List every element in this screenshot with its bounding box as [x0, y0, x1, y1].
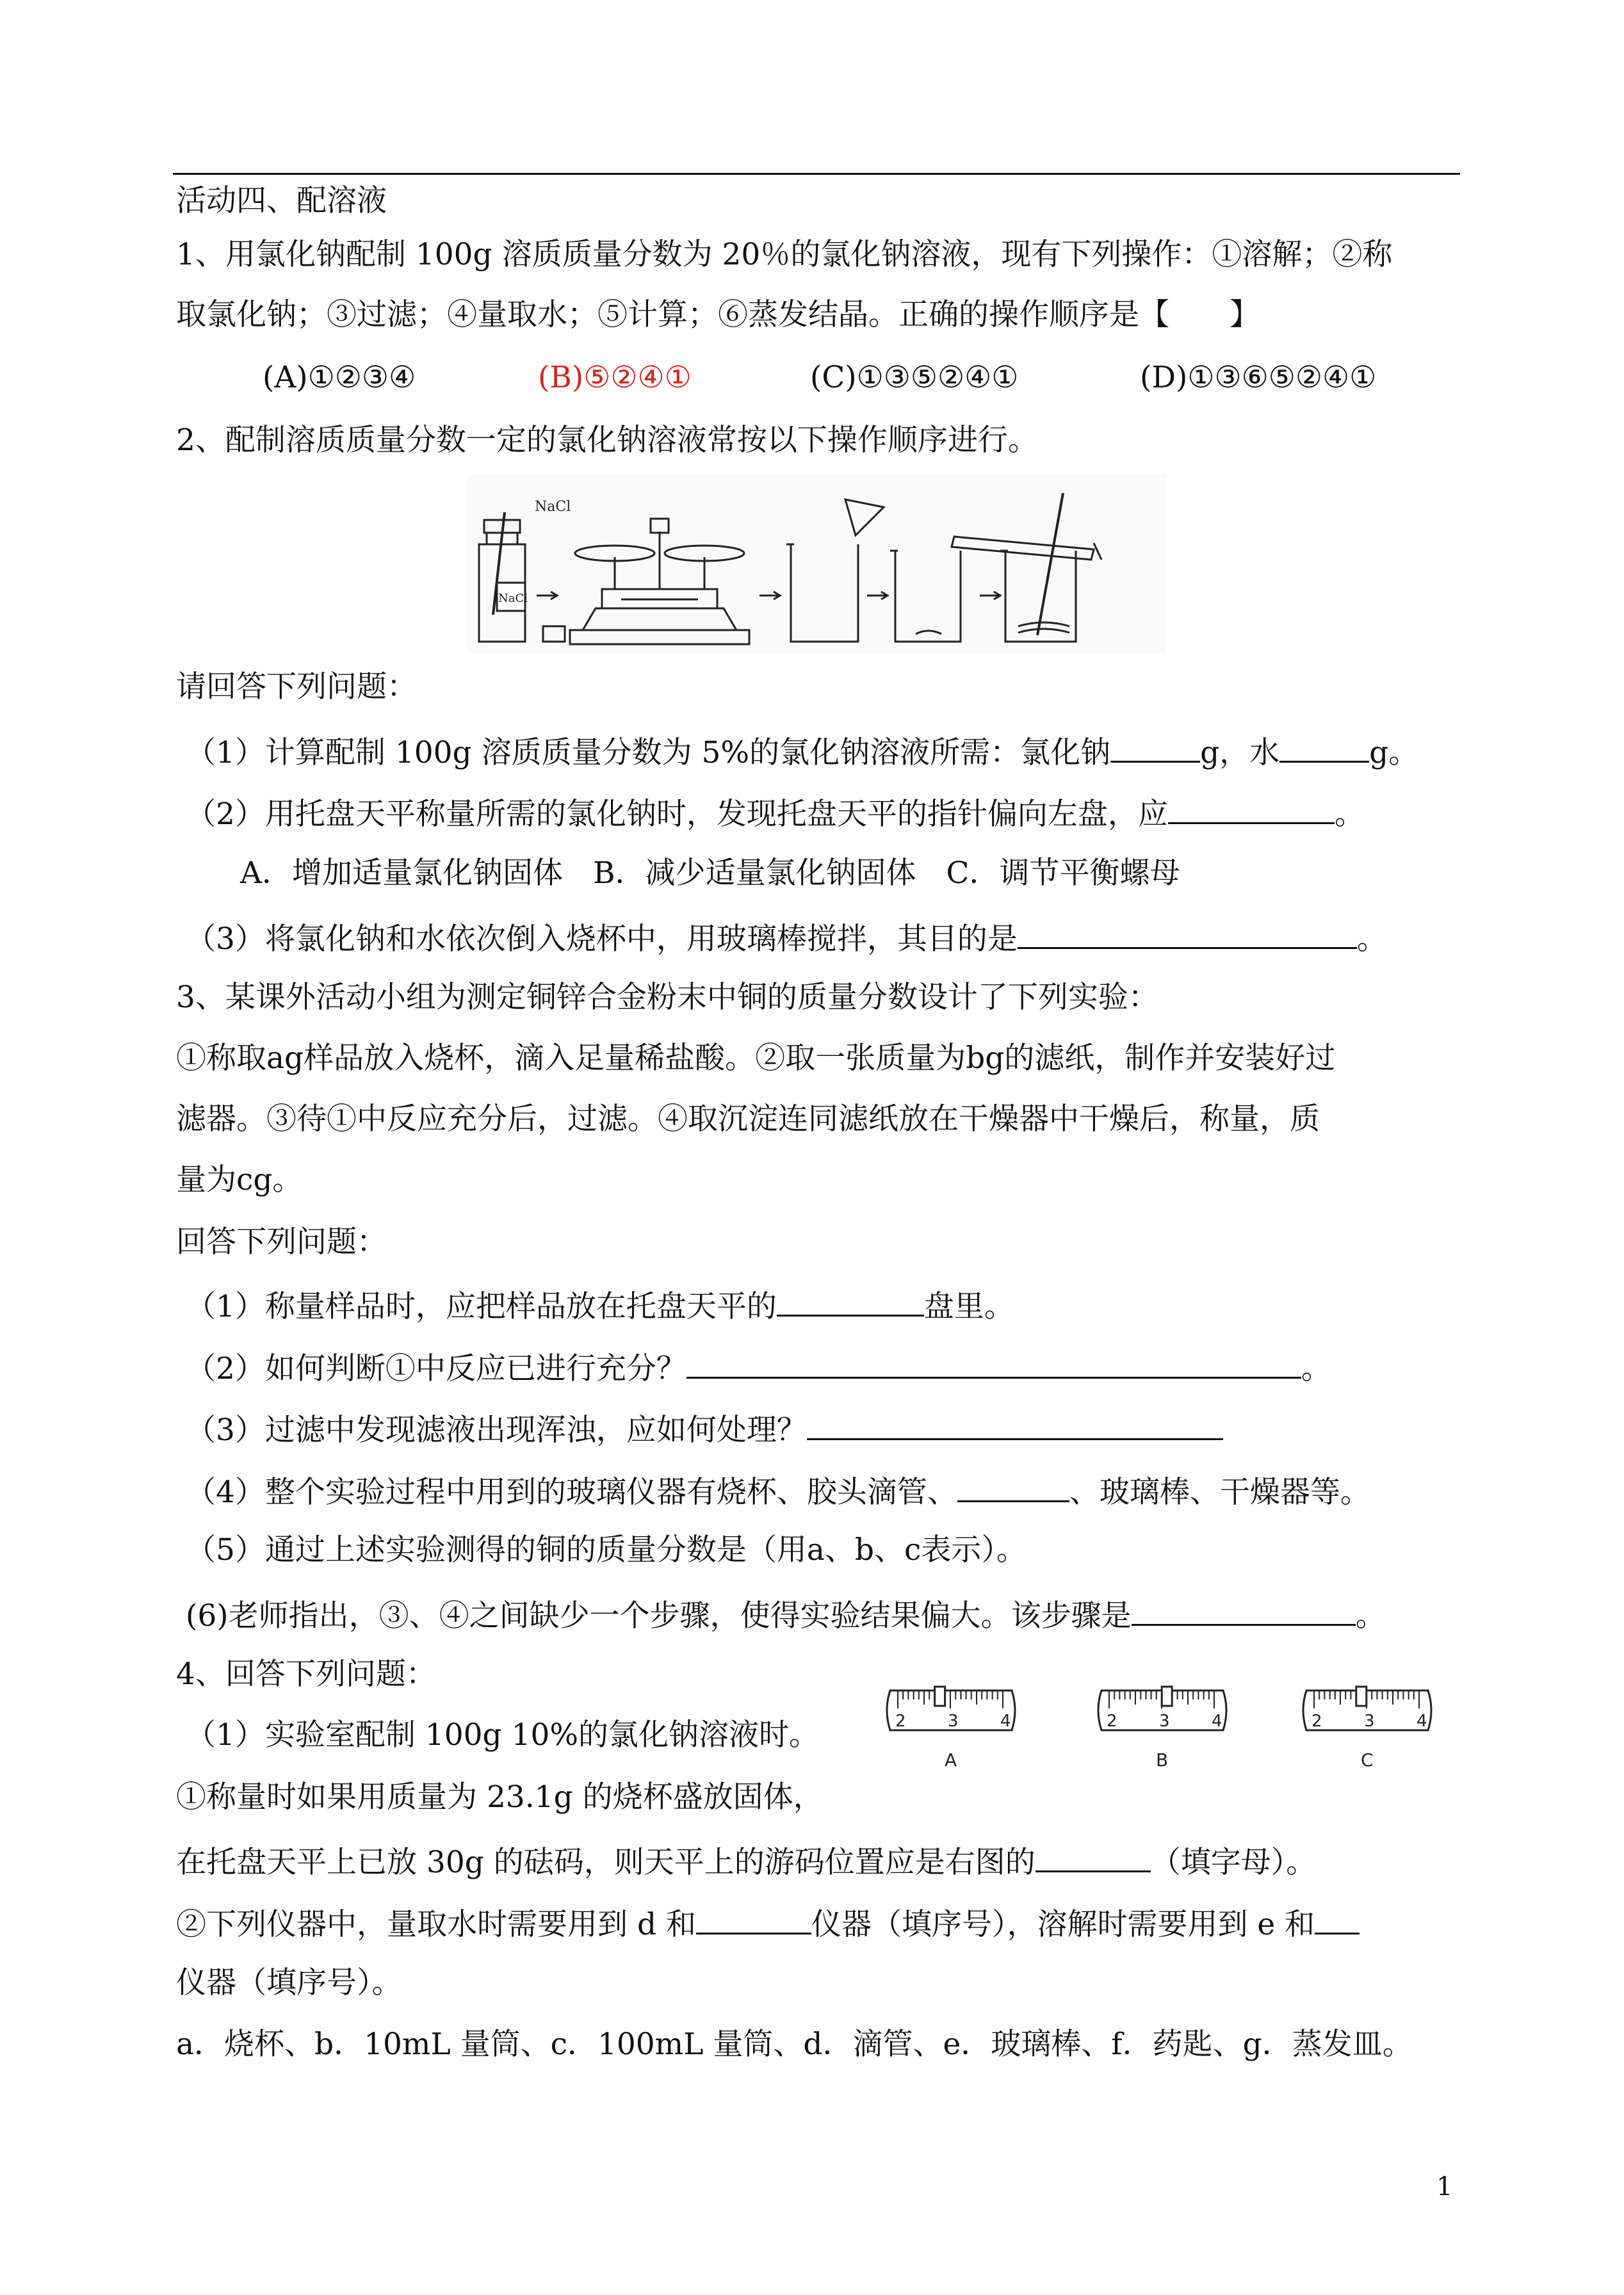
q2-intro: 2、配制溶质质量分数一定的氯化钠溶液常按以下操作顺序进行。 — [176, 423, 1038, 458]
answer-blank-glass-instrument[interactable] — [957, 1470, 1069, 1502]
q2-sub1-text-c: g。 — [1369, 735, 1419, 770]
q3-sub3-text-a: （3）过滤中发现滤液出现浑浊，应如何处理？ — [186, 1413, 807, 1448]
balance-nacl-label: NaCl — [535, 499, 571, 515]
q2-sub3-text-b: 。 — [1356, 921, 1387, 957]
q3-sub6-text-a: (6)老师指出，③、④之间缺少一个步骤，使得实验结果偏大。该步骤是 — [186, 1598, 1132, 1634]
scale-tick-label: 3 — [948, 1712, 959, 1731]
scale-tick-label: 2 — [895, 1712, 906, 1731]
q4-item2-b: 仪器（填序号）。 — [176, 1965, 402, 2000]
q4-sub1: （1）实验室配制 100g 10%的氯化钠溶液时。 — [186, 1717, 820, 1753]
header-rule — [173, 173, 1460, 175]
q4-item1-b-text-a: 在托盘天平上已放 30g 的砝码，则天平上的游码位置应是右图的 — [176, 1845, 1035, 1880]
bottle-nacl-label: NaCl — [498, 592, 528, 605]
answer-blank-turbid-filtrate[interactable] — [807, 1407, 1223, 1440]
q1-option-d: (D)①③⑥⑤②④① — [1140, 360, 1377, 395]
q4-item1-a: ①称量时如果用质量为 23.1g 的烧杯盛放固体， — [176, 1780, 824, 1815]
q1-option-b: (B)⑤②④① — [538, 360, 692, 395]
answer-blank-nacl-mass[interactable] — [1110, 730, 1200, 763]
rider-marker — [1356, 1687, 1367, 1706]
q4-item2-a — [176, 1902, 1360, 1944]
q2-sub2-options: A．增加适量氯化钠固体 B．减少适量氯化钠固体 C．调节平衡螺母 — [240, 856, 1180, 891]
rider-scale-b — [1098, 1687, 1226, 1771]
q1-line-1: 1、用氯化钠配制 100g 溶质质量分数为 20％的氯化钠溶液，现有下列操作：①溶解；②称 — [176, 237, 1393, 272]
q2-prompt: 请回答下列问题： — [176, 669, 417, 704]
scale-label: B — [1156, 1749, 1169, 1771]
q3-sub1-text-b: 盘里。 — [923, 1289, 1014, 1324]
scale-tick-label: 4 — [1000, 1712, 1011, 1731]
scale-tick-label: 4 — [1417, 1712, 1427, 1731]
q3-sub4-text-a: （4）整个实验过程中用到的玻璃仪器有烧杯、胶头滴管、 — [186, 1475, 957, 1510]
q1-line-2: 取氯化钠；③过滤；④量取水；⑤计算；⑥蒸发结晶。正确的操作顺序是【 】 — [176, 297, 1260, 332]
q2-sub2-text-a: （2）用托盘天平称量所需的氯化钠时，发现托盘天平的指针偏向左盘，应 — [186, 797, 1168, 832]
scale-label: A — [945, 1749, 957, 1771]
q3-prompt: 回答下列问题： — [176, 1224, 387, 1260]
q3-steps-3: 量为cg。 — [176, 1162, 303, 1197]
q2-sub3-text-a: （3）将氯化钠和水依次倒入烧杯中，用玻璃棒搅拌，其目的是 — [186, 921, 1018, 957]
answer-blank-water-mass[interactable] — [1279, 730, 1369, 763]
answer-blank-reaction-complete[interactable] — [686, 1346, 1301, 1379]
answer-blank-stir-purpose[interactable] — [1018, 916, 1357, 949]
rider-scale-a — [887, 1687, 1015, 1771]
q3-sub6 — [186, 1593, 1386, 1635]
q3-sub2-text-b: 。 — [1301, 1351, 1331, 1386]
q3-sub6-text-b: 。 — [1355, 1598, 1386, 1634]
scale-tick-label: 2 — [1311, 1712, 1322, 1731]
q4-item2-a-text-b: 仪器（填序号），溶解时需要用到 e 和 — [811, 1907, 1315, 1942]
rider-scale-c — [1303, 1687, 1431, 1771]
answer-blank-missing-step[interactable] — [1132, 1593, 1356, 1626]
scale-tick-label: 4 — [1212, 1712, 1222, 1731]
q3-sub2-text-a: （2）如何判断①中反应已进行充分？ — [186, 1351, 686, 1386]
q3-intro: 3、某课外活动小组为测定铜锌合金粉末中铜的质量分数设计了下列实验： — [176, 980, 1158, 1015]
q3-sub1-text-a: （1）称量样品时，应把样品放在托盘天平的 — [186, 1289, 777, 1324]
q3-sub5: （5）通过上述实验测得的铜的质量分数是（用a、b、c表示）。 — [186, 1532, 1027, 1568]
q3-sub2 — [186, 1346, 1331, 1388]
q3-sub1 — [186, 1284, 1014, 1326]
q4-item2-a-text-a: ②下列仪器中，量取水时需要用到 d 和 — [176, 1907, 696, 1942]
q2-sub1-text-a: （1）计算配制 100g 溶质质量分数为 5%的氯化钠溶液所需：氯化钠 — [186, 735, 1111, 770]
q4-item1-b-text-b: （填字母）。 — [1150, 1845, 1317, 1880]
answer-blank-pan-side[interactable] — [777, 1284, 924, 1317]
q2-sub2-text-b: 。 — [1334, 797, 1365, 832]
q3-sub4-text-b: 、玻璃棒、干燥器等。 — [1069, 1475, 1370, 1510]
rider-marker — [935, 1687, 945, 1706]
q4-instruments: a．烧杯、b．10mL 量筒、c．100mL 量筒、d．滴管、e．玻璃棒、f．药匙、g．蒸发皿。 — [176, 2027, 1413, 2062]
scale-tick-label: 2 — [1107, 1712, 1117, 1731]
scale-tick-label: 3 — [1364, 1712, 1375, 1731]
q2-sub2 — [186, 791, 1365, 834]
q2-sub1 — [186, 730, 1418, 772]
q3-sub3 — [186, 1407, 1223, 1450]
q3-steps-2: 滤器。③待①中反应充分后，过滤。④取沉淀连同滤纸放在干燥器中干燥后，称量，质 — [176, 1101, 1320, 1137]
rider-marker — [1162, 1687, 1172, 1706]
rider-scale-figure — [884, 1684, 1447, 1787]
q2-sub3 — [186, 916, 1387, 959]
answer-blank-balance-action[interactable] — [1168, 791, 1335, 824]
q3-steps-1: ①称取ag样品放入烧杯，滴入足量稀盐酸。②取一张质量为bg的滤纸，制作并安装好过 — [176, 1041, 1336, 1076]
q3-sub4 — [186, 1470, 1370, 1512]
section-title: 活动四、配溶液 — [176, 183, 387, 218]
scale-label: C — [1361, 1749, 1374, 1771]
q1-option-a: (A)①②③④ — [263, 360, 416, 395]
scale-tick-label: 3 — [1159, 1712, 1170, 1731]
answer-blank-dissolve-instrument[interactable] — [1315, 1902, 1360, 1934]
q1-option-c: (C)①③⑤②④① — [810, 360, 1019, 395]
page-number: 1 — [1436, 2172, 1453, 2202]
q4-intro: 4、回答下列问题： — [176, 1657, 436, 1692]
q2-sub1-text-b: g，水 — [1200, 735, 1280, 770]
solution-prep-figure — [467, 474, 1165, 653]
answer-blank-rider-position[interactable] — [1035, 1840, 1151, 1872]
answer-blank-measure-water[interactable] — [696, 1902, 811, 1934]
q4-item1-b — [176, 1840, 1316, 1882]
